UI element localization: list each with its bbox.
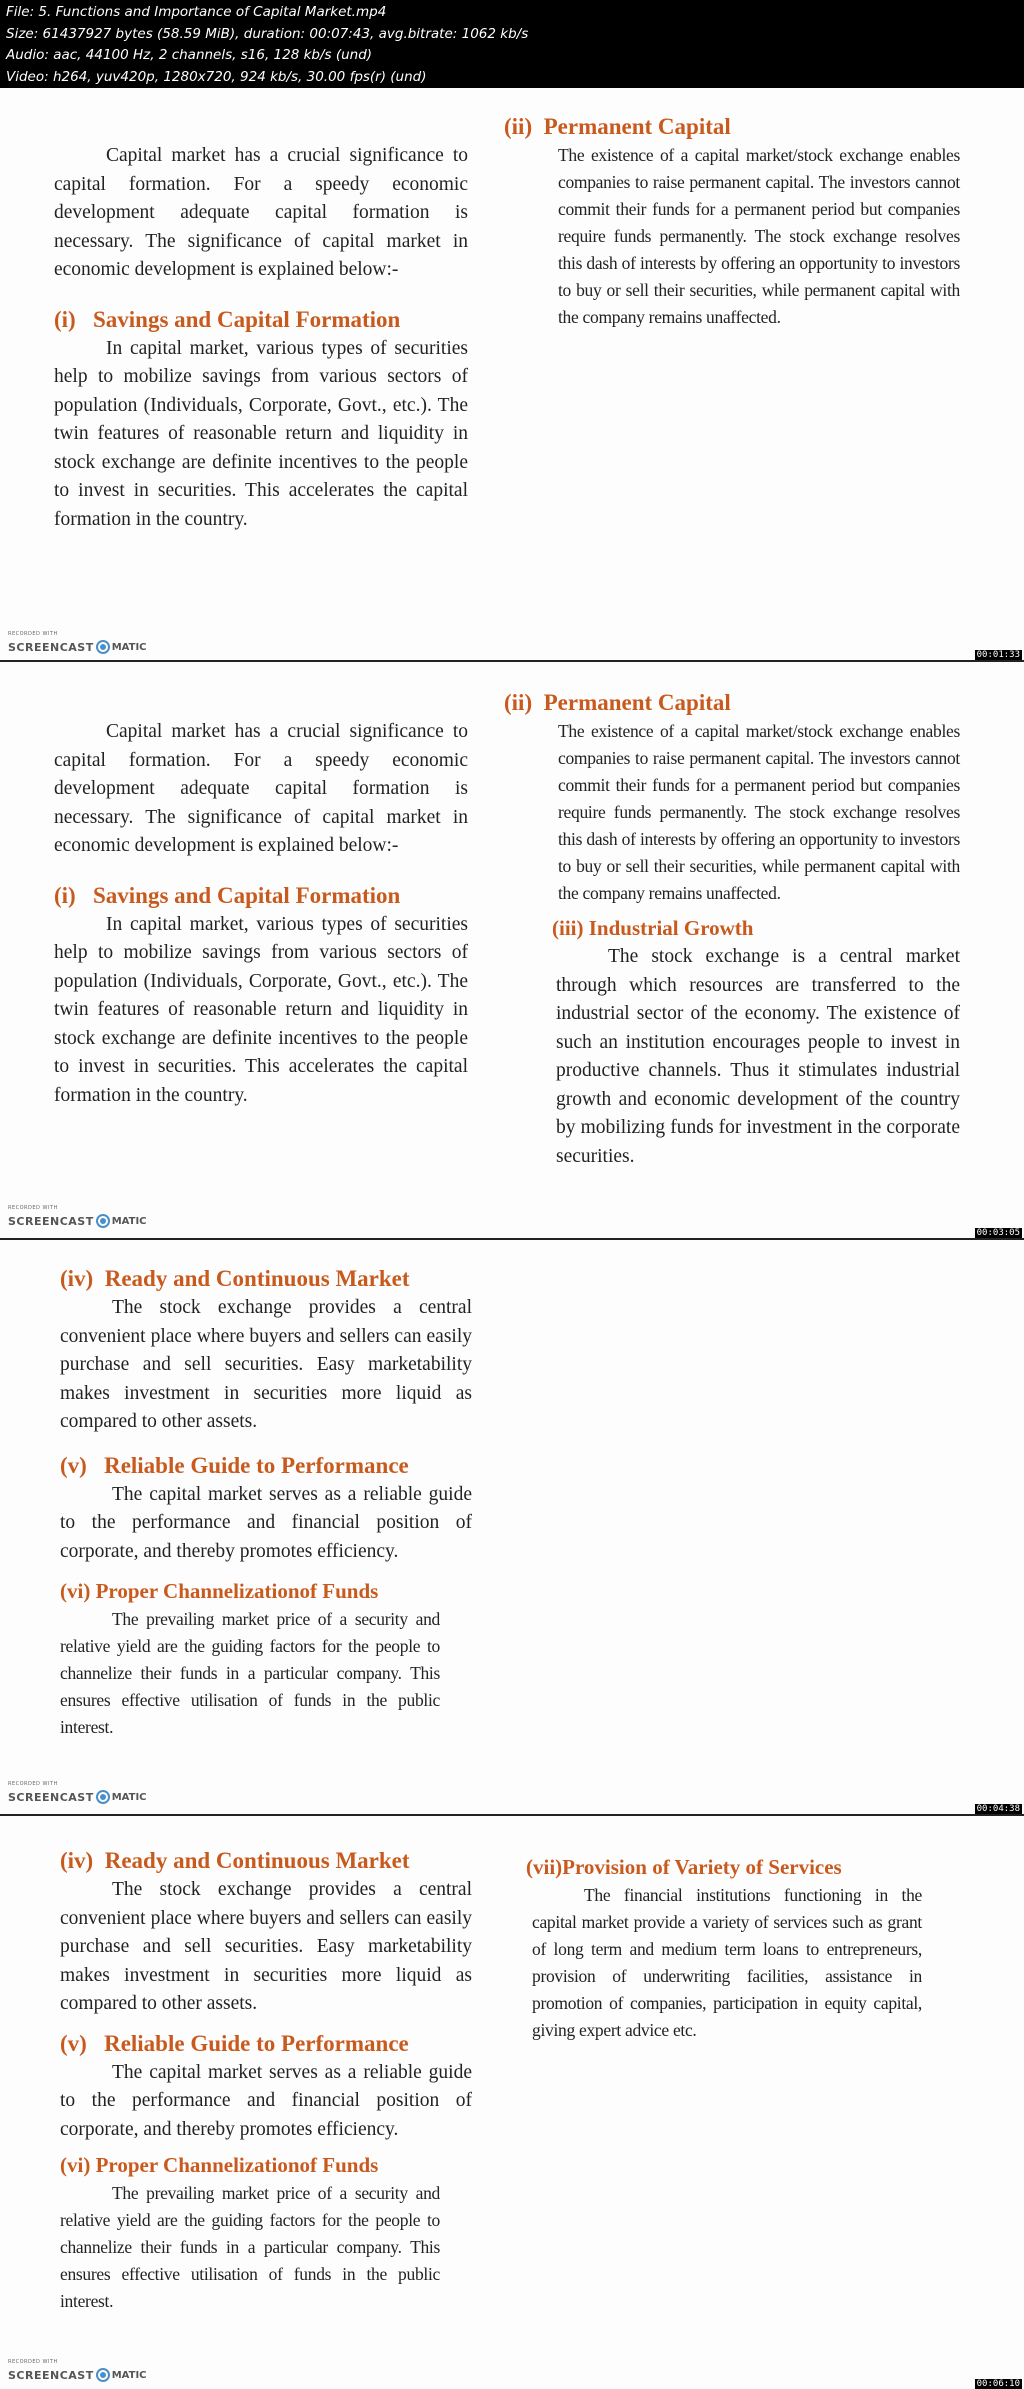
- size-info: Size: 61437927 bytes (58.59 MiB), duration: 00:07:43, avg.bitrate: 1062 kb/s: [6, 25, 529, 42]
- brand-label: SCREENCAST: [8, 1790, 94, 1804]
- right-column: [526, 1852, 922, 2044]
- section-body-wrap: [526, 1882, 922, 2044]
- section-body-wrap: [504, 718, 960, 907]
- section-heading: [504, 688, 960, 718]
- section-heading: [54, 881, 468, 911]
- screencast-logo-icon: [96, 1790, 110, 1804]
- matic-label: MATIC: [111, 1791, 147, 1803]
- section-number: (ii): [504, 690, 533, 715]
- left-column: [60, 1264, 472, 1741]
- left-column: [54, 142, 468, 534]
- video-info: Video: h264, yuv420p, 1280x720, 924 kb/s, 30.00 fps(r) (und): [6, 68, 427, 85]
- section-body: The prevailing market price of a security and relative yield are the guiding factors for the people to channelize their funds in a particular company. This ensures effective utilisation of funds in the public interest.: [60, 2183, 440, 2311]
- brand-label: SCREENCAST: [8, 640, 94, 654]
- section-number: (ii): [504, 114, 533, 139]
- section-body: In capital market, various types of securities help to mobilize savings from various sectors of population (Individuals, Corporate, Govt., etc.). The twin features of reasonable return and liquidity in stock exchange are definite incentives to the people to invest in securities. This accelerates the capital formation in the country.: [54, 337, 468, 530]
- left-column: [60, 1846, 472, 2315]
- section-body: The prevailing market price of a security and relative yield are the guiding factors for the people to channelize their funds in a particular company. This ensures effective utilisation of funds in the public interest.: [60, 1609, 440, 1737]
- section-title: Reliable Guide to Performance: [104, 2030, 409, 2056]
- section-heading: [60, 1264, 472, 1294]
- video-frame-3: [0, 1240, 1024, 1816]
- section-title: Savings and Capital Formation: [92, 882, 401, 908]
- section-heading: [60, 1576, 472, 1606]
- section-number: (i): [54, 882, 76, 908]
- section-body: The stock exchange is a central market through which resources are transferred to the industrial sector of the economy. The existence of such an institution encourages people to invest in productive channels. Thus it stimulates industrial growth and economic development of the country by mobilizing funds for investment in the corporate securities.: [556, 946, 960, 1167]
- section-body: The existence of a capital market/stock exchange enables companies to raise permanent capital. The investors cannot commit their funds for a permanent period but companies require funds permanently. The stock exchange resolves this dash of interests by offering an opportunity to investors to buy or sell their securities, while permanent capital with the company remains unaffected.: [558, 145, 960, 327]
- section-heading: [60, 1846, 472, 1876]
- recorded-label: RECORDED WITH: [8, 631, 58, 637]
- matic-label: MATIC: [111, 2369, 147, 2381]
- screencast-logo-icon: [96, 2368, 110, 2382]
- screencast-watermark: [8, 1781, 147, 1804]
- right-column: [504, 688, 960, 1171]
- timestamp: 00:03:05: [976, 1228, 1020, 1238]
- section-title: Permanent Capital: [543, 114, 731, 139]
- section-heading: [504, 913, 960, 943]
- video-frame-2: [0, 662, 1024, 1240]
- timestamp: 00:04:38: [976, 1804, 1020, 1814]
- section-body: The stock exchange provides a central convenient place where buyers and sellers can easily purchase and sell securities. Easy marketability makes investment in securities more liquid as compared to other assets.: [60, 1297, 472, 1432]
- brand-label: SCREENCAST: [8, 1214, 94, 1228]
- intro-paragraph: Capital market has a crucial significance to capital formation. For a speedy economic development adequate capital formation is necessary. The significance of capital market in economic development is explained below:-: [54, 145, 468, 280]
- section-body: The capital market serves as a reliable guide to the performance and financial position of corporate, and thereby promotes efficiency.: [60, 2061, 472, 2140]
- section-body: The existence of a capital market/stock exchange enables companies to raise permanent capital. The investors cannot commit their funds for a permanent period but companies require funds permanently. The stock exchange resolves this dash of interests by offering an opportunity to investors to buy or sell their securities, while permanent capital with the company remains unaffected.: [558, 721, 960, 903]
- section-number: (vii): [526, 1855, 563, 1879]
- screencast-logo-icon: [96, 1214, 110, 1228]
- intro-paragraph: Capital market has a crucial significance to capital formation. For a speedy economic development adequate capital formation is necessary. The significance of capital market in economic development is explained below:-: [54, 721, 468, 856]
- section-title: Ready and Continuous Market: [104, 1266, 410, 1291]
- recorded-label: RECORDED WITH: [8, 1781, 58, 1787]
- section-number: (v): [60, 2030, 87, 2056]
- right-column: [504, 112, 960, 331]
- section-body-wrap: [504, 943, 960, 1171]
- file-info: File: 5. Functions and Importance of Capital Market.mp4: [6, 4, 387, 20]
- section-heading: [60, 2029, 472, 2059]
- screencast-watermark: [8, 631, 147, 654]
- section-title: Permanent Capital: [543, 690, 731, 715]
- section-number: (vi): [60, 2153, 91, 2177]
- section-number: (v): [60, 1452, 87, 1478]
- section-title: Industrial Growth: [588, 916, 754, 940]
- section-number: (i): [54, 306, 76, 332]
- screencast-logo-icon: [96, 640, 110, 654]
- screencast-watermark: [8, 2359, 147, 2382]
- section-body: The financial institutions functioning in the capital market provide a variety of services such as grant of long term and medium term loans to entrepreneurs, provision of underwriting facilities, assistance in promotion of companies, participation in equity capital, giving expert advice etc.: [532, 1885, 922, 2040]
- audio-info: Audio: aac, 44100 Hz, 2 channels, s16, 128 kb/s (und): [6, 47, 373, 63]
- timestamp: 00:01:33: [976, 650, 1020, 660]
- left-column: [54, 718, 468, 1110]
- section-body: The capital market serves as a reliable guide to the performance and financial position of corporate, and thereby promotes efficiency.: [60, 1483, 472, 1562]
- timestamp: 00:06:10: [976, 2379, 1020, 2389]
- section-title: Reliable Guide to Performance: [104, 1452, 409, 1478]
- section-heading: [60, 2150, 472, 2180]
- video-info-header: [0, 0, 1024, 88]
- section-number: (vi): [60, 1579, 91, 1603]
- section-title: Ready and Continuous Market: [104, 1848, 410, 1873]
- brand-label: SCREENCAST: [8, 2368, 94, 2382]
- recorded-label: RECORDED WITH: [8, 2359, 58, 2365]
- section-title: Proper Channelizationof Funds: [95, 1579, 379, 1603]
- section-title: Proper Channelizationof Funds: [95, 2153, 379, 2177]
- video-frame-4: [0, 1816, 1024, 2389]
- section-heading: [504, 112, 960, 142]
- section-body: In capital market, various types of securities help to mobilize savings from various sectors of population (Individuals, Corporate, Govt., etc.). The twin features of reasonable return and liquidity in stock exchange are definite incentives to the people to invest in securities. This accelerates the capital formation in the country.: [54, 913, 468, 1106]
- section-heading: [54, 305, 468, 335]
- section-heading: [526, 1852, 922, 1882]
- video-frame-1: [0, 88, 1024, 662]
- section-title: Savings and Capital Formation: [92, 306, 401, 332]
- section-number: (iii): [552, 916, 584, 940]
- matic-label: MATIC: [111, 1215, 147, 1227]
- section-number: (iv): [60, 1266, 94, 1291]
- screencast-watermark: [8, 1205, 147, 1228]
- section-heading: [60, 1451, 472, 1481]
- section-body-wrap: [504, 142, 960, 331]
- section-body: The stock exchange provides a central convenient place where buyers and sellers can easily purchase and sell securities. Easy marketability makes investment in securities more liquid as compared to other assets.: [60, 1879, 472, 2014]
- section-title: Provision of Variety of Services: [562, 1855, 842, 1879]
- matic-label: MATIC: [111, 641, 147, 653]
- recorded-label: RECORDED WITH: [8, 1205, 58, 1211]
- section-number: (iv): [60, 1848, 94, 1873]
